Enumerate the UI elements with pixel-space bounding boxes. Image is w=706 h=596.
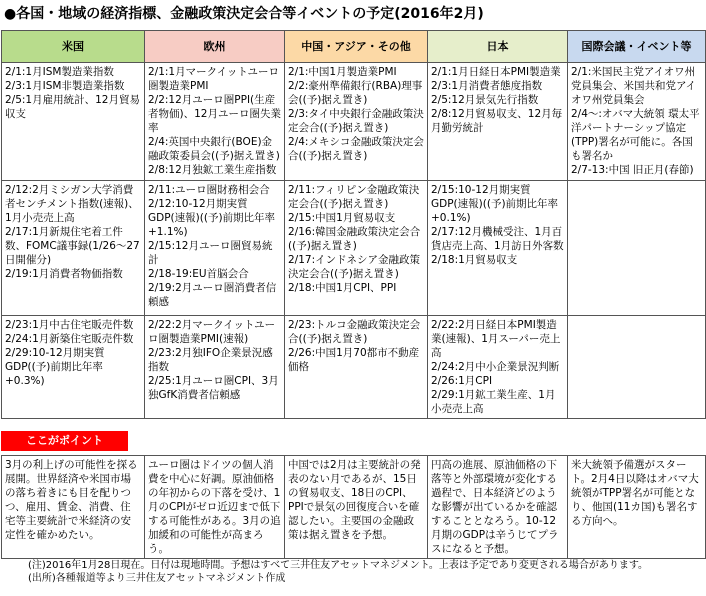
key-points-badge: ここがポイント — [1, 431, 128, 451]
schedule-entry: 2/12:10-12月期実質GDP(速報)((予)前期比年率+1.1%) — [148, 198, 276, 238]
schedule-entry: 2/5:1月雇用統計、12月貿易収支 — [5, 94, 140, 120]
table-row — [2, 316, 706, 419]
schedule-entry: 2/4～:オバマ大統領 環太平洋パートナーシップ協定(TPP)署名が可能に。各国も署名か — [571, 108, 700, 162]
table-cell-empty — [568, 181, 706, 316]
schedule-entry: 2/8:12月独鉱工業生産指数 — [148, 164, 277, 176]
table-row — [2, 181, 706, 316]
schedule-entry: 2/19:2月ユーロ圏消費者信頼感 — [148, 282, 277, 308]
table-cell — [145, 181, 285, 316]
schedule-entry: 2/8:12月貿易収支、12月毎月勤労統計 — [431, 108, 563, 134]
schedule-entry: 2/3:1月消費者態度指数 — [431, 80, 543, 92]
key-point-europe: ユーロ圏はドイツの個人消費を中心に好調。原油価格の年初からの下落を受け、1月のCPIがゼロ近辺まで低下する可能性がある。3月の追加緩和の可能性が高まろう。 — [145, 456, 285, 559]
table-cell — [2, 181, 145, 316]
schedule-entry: 2/29:10-12月期実質GDP((予)前期比年率+0.3%) — [5, 347, 105, 387]
schedule-entry: 2/18:1月貿易収支 — [431, 254, 518, 266]
page-title: ●各国・地域の経済指標、金融政策決定会合等イベントの予定(2016年2月) — [4, 6, 484, 22]
schedule-entry: 2/17:1月新規住宅着工件数、FOMC議事録(1/26～27日開催分) — [5, 226, 140, 266]
key-point-us: 3月の利上げの可能性を探る展開。世界経済や米国市場の落ち着きにも目を配りつつ、雇用、賃金、消費、住宅等主要統計で米経済の安定性を確かめたい。 — [2, 456, 145, 559]
schedule-entry: 2/18:中国1月CPI、PPI — [288, 282, 397, 294]
schedule-entry: 2/12:2月ミシガン大学消費者センチメント指数(速報)、1月小売売上高 — [5, 184, 139, 224]
schedule-entry: 2/24:2月中小企業景況判断 — [431, 361, 560, 373]
table-cell — [145, 63, 285, 181]
schedule-entry: 2/24:1月新築住宅販売件数 — [5, 333, 134, 345]
schedule-entry: 2/1:中国1月製造業PMI — [288, 66, 397, 78]
table-cell — [428, 316, 568, 419]
schedule-entry: 2/15:10-12月期実質GDP(速報)((予)前期比年率+0.1%) — [431, 184, 559, 224]
schedule-entry: 2/22:2月マークイットユーロ圏製造業PMI(速報) — [148, 319, 276, 345]
schedule-table — [1, 30, 706, 419]
schedule-entry: 2/2:12月ユーロ圏PPI(生産者物価)、12月ユーロ圏失業率 — [148, 94, 281, 134]
schedule-entry: 2/15:中国1月貿易収支 — [288, 212, 396, 224]
footnote-note: (注)2016年1月28日現在。日付は現地時間。予想はすべて三井住友アセットマネジメント。上表は予定であり変更される場合があります。 — [28, 560, 649, 571]
key-point-events: 米大統領予備選がスタート。2月4日以降はオバマ大統領がTPP署名が可能となり、他国(11カ国)も署名する方向へ。 — [568, 456, 706, 559]
key-points-table — [1, 455, 706, 559]
schedule-entry: 2/7-13:中国 旧正月(春節) — [571, 164, 694, 176]
schedule-entry: 2/29:1月鉱工業生産、1月小売売上高 — [431, 389, 556, 415]
schedule-entry: 2/16:韓国金融政策決定会合((予)据え置き) — [288, 226, 421, 252]
column-header-events: 国際会議・イベント等 — [568, 31, 706, 63]
table-cell — [285, 181, 428, 316]
column-header-europe: 欧州 — [145, 31, 285, 63]
schedule-entry: 2/15:12月ユーロ圏貿易統計 — [148, 240, 273, 266]
column-header-china-asia: 中国・アジア・その他 — [285, 31, 428, 63]
footnotes — [28, 559, 704, 585]
schedule-entry: 2/18-19:EU首脳会合 — [148, 268, 249, 280]
schedule-entry: 2/26:1月CPI — [431, 375, 493, 387]
table-cell — [285, 63, 428, 181]
schedule-entry: 2/1:1月マークイットユーロ圏製造業PMI — [148, 66, 279, 92]
table-header-row — [2, 31, 706, 63]
key-point-japan: 円高の進展、原油価格の下落等と外部環境が変化する過程で、日本経済どのような影響が出ているかを確認することとなろう。10-12月期のGDPは辛うじてプラスになると予想。 — [428, 456, 568, 559]
footnote-source: (出所)各種報道等より三井住友アセットマネジメント作成 — [28, 573, 286, 584]
table-cell — [428, 181, 568, 316]
column-header-japan: 日本 — [428, 31, 568, 63]
key-points-section — [1, 431, 705, 559]
table-cell — [285, 316, 428, 419]
table-cell — [428, 63, 568, 181]
schedule-entry: 2/2:豪州準備銀行(RBA)理事会((予)据え置き) — [288, 80, 423, 106]
column-header-us: 米国 — [2, 31, 145, 63]
schedule-entry: 2/11:フィリピン金融政策決定会合((予)据え置き) — [288, 184, 420, 210]
schedule-entry: 2/23:1月中古住宅販売件数 — [5, 319, 134, 331]
table-row — [2, 63, 706, 181]
table-cell — [2, 63, 145, 181]
key-point-china-asia: 中国では2月は主要統計の発表のない月であるが、15日の貿易収支、18日のCPI、PPIで景気の回復度合いを確認したい。主要国の金融政策は据え置きを予想。 — [285, 456, 428, 559]
schedule-entry: 2/22:2月日経日本PMI製造業(速報)、1月スーパー売上高 — [431, 319, 561, 359]
table-cell — [568, 63, 706, 181]
schedule-entry: 2/19:1月消費者物価指数 — [5, 268, 123, 280]
schedule-entry: 2/23:2月独IFO企業景況感指数 — [148, 347, 273, 373]
schedule-entry: 2/1:米国民主党アイオワ州党員集会、米国共和党アイオワ州党員集会 — [571, 66, 697, 106]
schedule-entry: 2/1:1月日経日本PMI製造業 — [431, 66, 561, 78]
schedule-entry: 2/4:メキシコ金融政策決定会合((予)据え置き) — [288, 136, 424, 162]
schedule-entry: 2/26:中国1月70都市不動産価格 — [288, 347, 420, 373]
schedule-entry: 2/5:12月景気先行指数 — [431, 94, 539, 106]
table-cell-empty — [568, 316, 706, 419]
schedule-entry: 2/17:インドネシア金融政策決定会合((予)据え置き) — [288, 254, 421, 280]
table-cell — [145, 316, 285, 419]
schedule-entry: 2/3:1月ISM非製造業指数 — [5, 80, 125, 92]
schedule-entry: 2/4:英国中央銀行(BOE)金融政策委員会((予)据え置き) — [148, 136, 280, 162]
schedule-entry: 2/17:12月機械受注、1月百貨店売上高、1月訪日外客数 — [431, 226, 564, 252]
schedule-entry: 2/11:ユーロ圏財務相会合 — [148, 184, 270, 196]
schedule-entry: 2/1:1月ISM製造業指数 — [5, 66, 114, 78]
schedule-entry: 2/25:1月ユーロ圏CPI、3月独GfK消費者信頼感 — [148, 375, 279, 401]
table-row — [2, 456, 706, 559]
schedule-entry: 2/23:トルコ金融政策決定会合((予)据え置き) — [288, 319, 421, 345]
schedule-entry: 2/3:タイ中央銀行金融政策決定会合((予)据え置き) — [288, 108, 424, 134]
table-cell — [2, 316, 145, 419]
